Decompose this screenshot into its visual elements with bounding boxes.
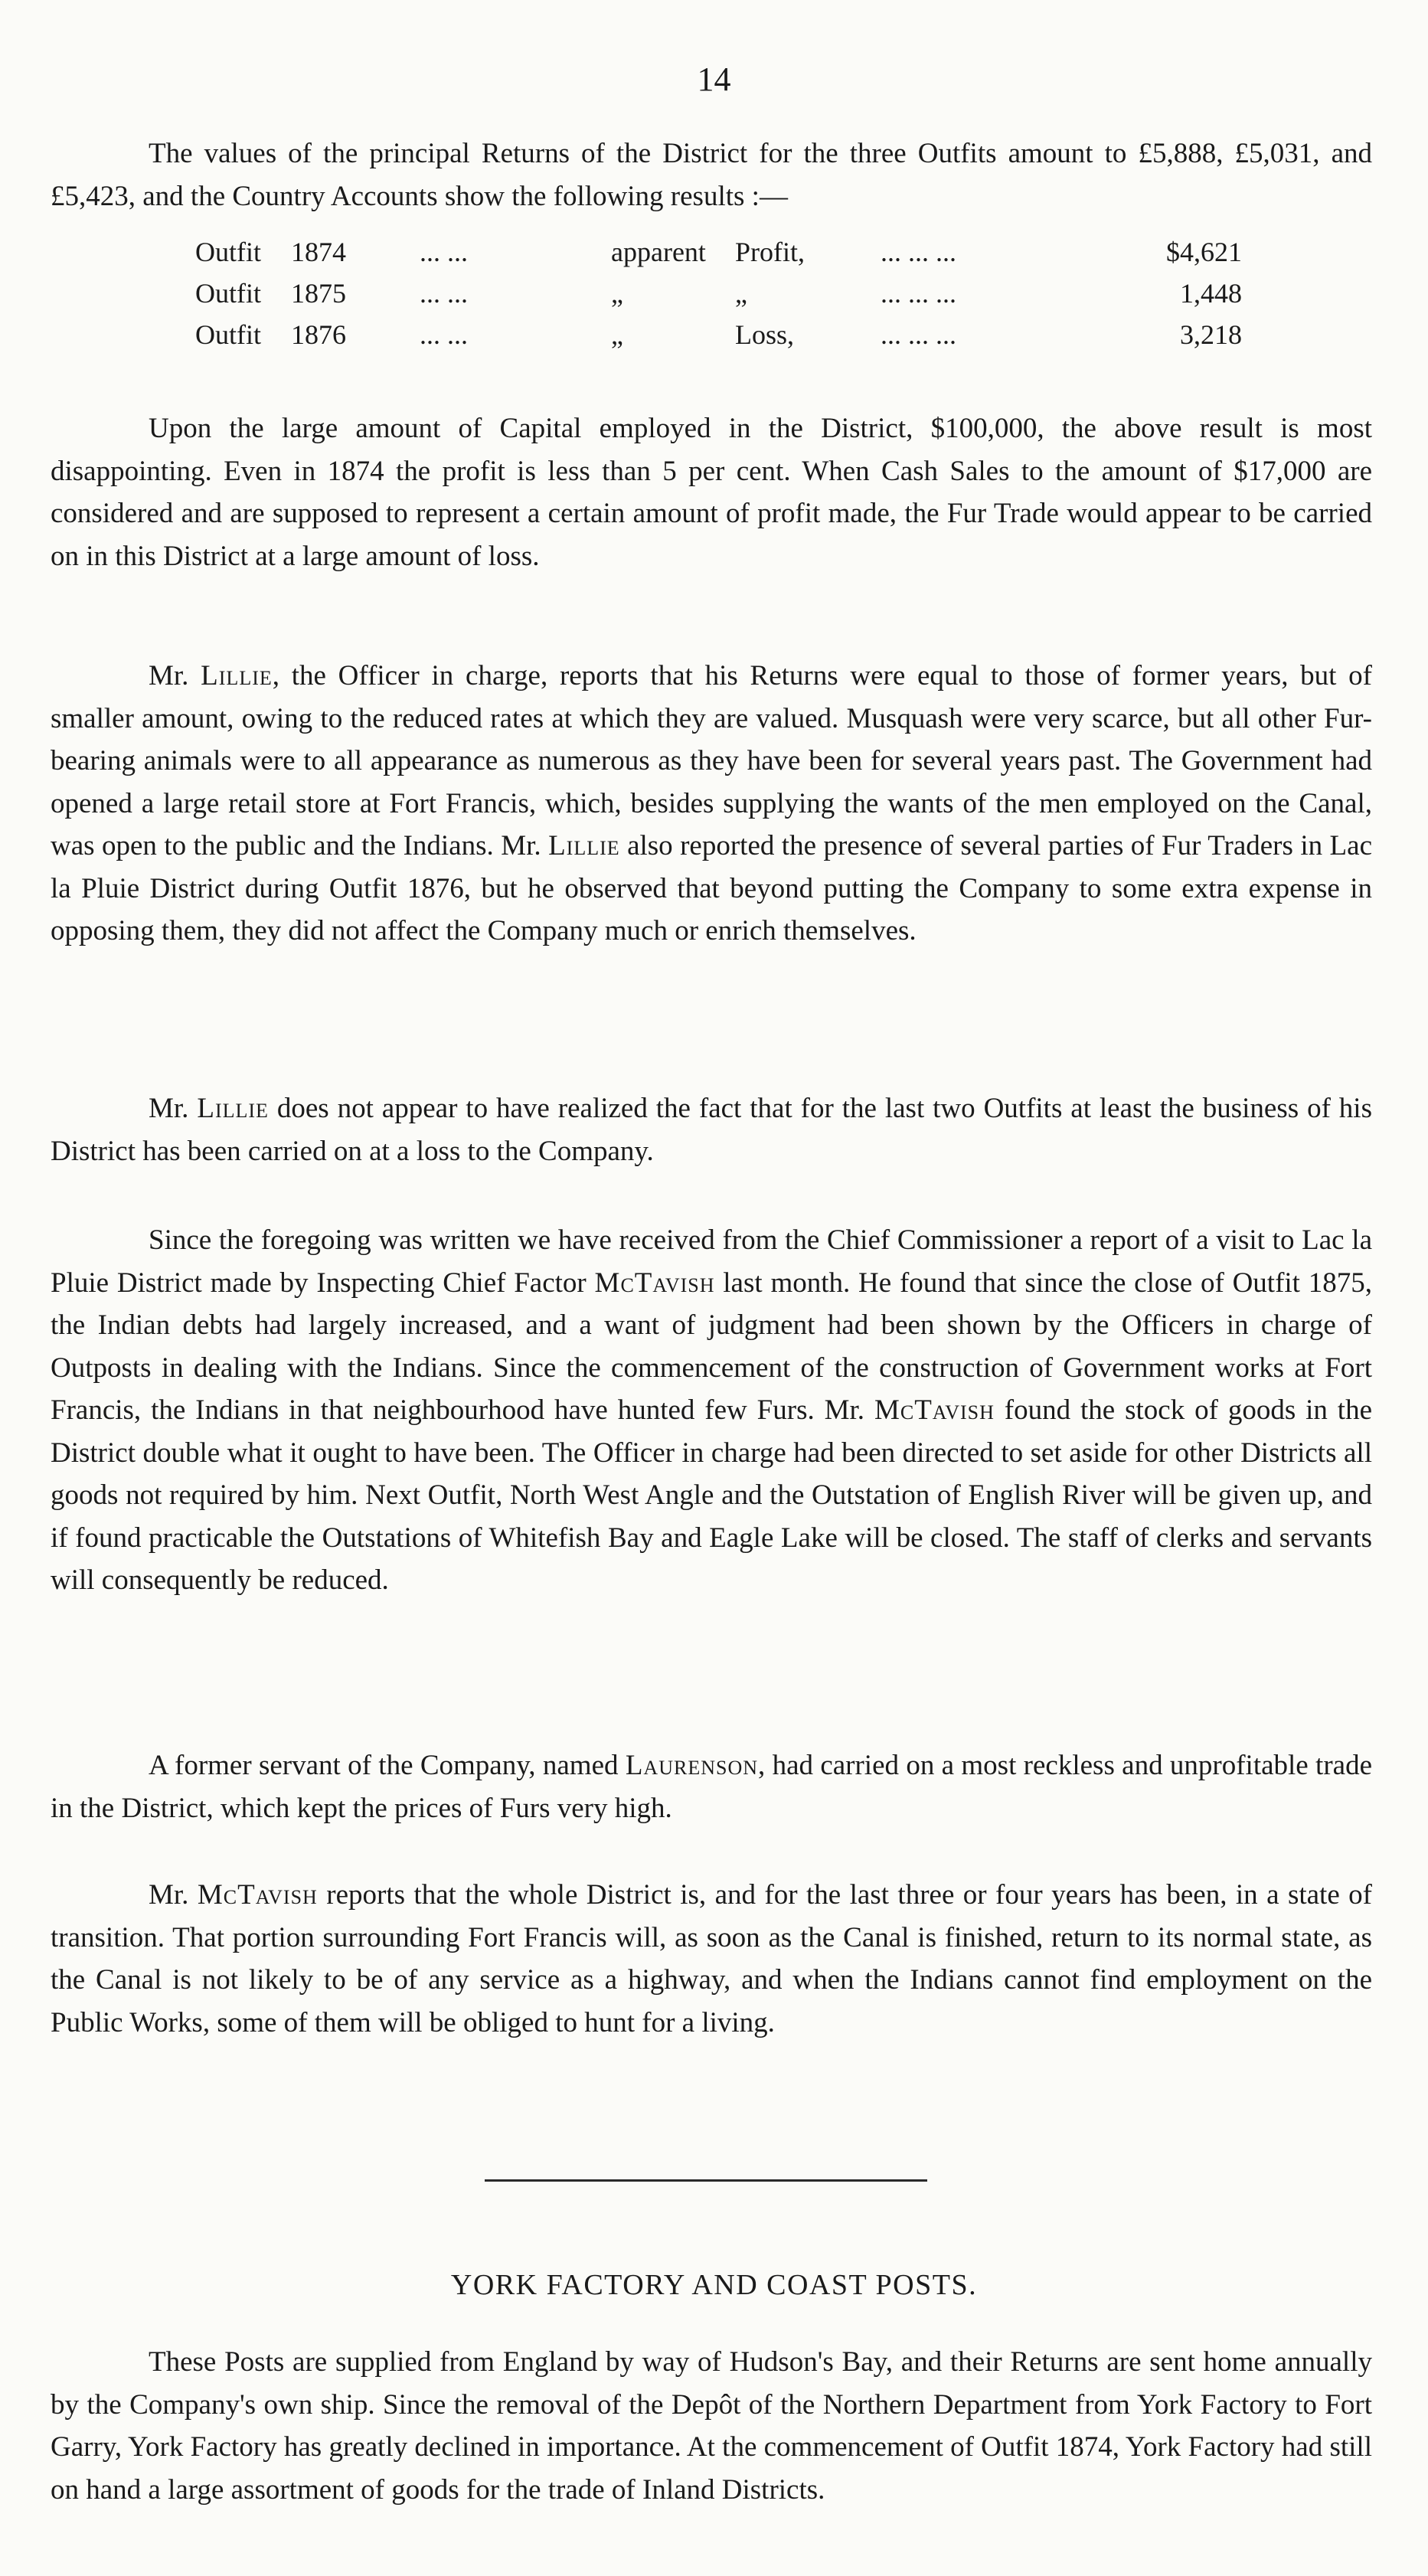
outfit-year: 1875 — [291, 278, 346, 309]
result-qualifier: apparent — [611, 237, 706, 267]
mctavish-visit-paragraph — [51, 1219, 1372, 1602]
text-run: Mr. — [149, 1093, 189, 1124]
person-name: McTavish — [197, 1879, 318, 1911]
table-row — [0, 319, 1428, 357]
person-name: Lillie — [548, 830, 620, 861]
text-run: reports that the whole District is, and for the last three or four years has been, in a state of transition. That portion surrounding Fort Francis will, as soon as the Canal is finished, return to its normal state, as the Canal is not likely to be of any service as a highway, and when the Indians cannot find employment on the Public Works, some of them will be obliged to hunt for a living. — [51, 1879, 1373, 2038]
table-row — [0, 277, 1428, 315]
text-run: last month. He found that since the close of Outfit 1875, the Indian debts had largely increased, and a want of judgment had been shown by the Officers in charge of Outposts in dealing with the Indians. Since the commencement of the construction of Government works at Fort Francis, the Indians in that neighbourhood have hunted few Furs. Mr. — [51, 1267, 1373, 1426]
laurenson-paragraph — [51, 1744, 1372, 1829]
text-run: , had carried on a most reckless and unprofitable trade in the District, which kept the prices of Furs very high. — [51, 1750, 1372, 1824]
outfit-year: 1876 — [291, 319, 346, 350]
person-name: Lillie — [201, 660, 273, 691]
intro-paragraph: The values of the principal Returns of the District for the three Outfits amount to £5,888, £5,031, and £5,423, and the Country Accounts show the following results :— — [51, 138, 1372, 212]
text-run: found the stock of goods in the District double what it ought to have been. The Officer in charge had been directed to set aside for other Districts all goods not required by him. Next Outfit, North West Angle and the Outstation of English River will be given up, and if found practicable the Outstations of Whitefish Bay and Eagle Lake will be closed. The staff of clerks and servants will consequently be reduced. — [51, 1394, 1373, 1596]
outfit-year: 1874 — [291, 237, 346, 267]
result-amount: 1,448 — [1180, 278, 1242, 309]
lillie-reports-paragraph — [51, 655, 1372, 953]
result-type: „ — [735, 278, 747, 309]
leader-dots: ... ... ... — [881, 237, 956, 267]
text-run: , the Officer in charge, reports that his Returns were equal to those of former years, but of smaller amount, owing to the reduced rates at which they are valued. Musquash were very scarce, but all other Fur-bearing animals were to all appearance as numerous as they have been for several years past. The Government had opened a large retail store at Fort Francis, which, besides supplying the wants of the men employed on the Canal, was open to the public and the Indians. Mr. — [51, 660, 1373, 861]
person-name: Lillie — [197, 1093, 269, 1124]
capital-paragraph: Upon the large amount of Capital employed in the District, $100,000, the above result is most disappointing. Even in 1874 the profit is less than 5 per cent. When Cash Sales to the amount of $17,000 are considered and are supposed to represent a certain amount of profit made, the Fur Trade would appear to be carried on in this District at a large amount of loss. — [51, 413, 1372, 572]
leader-dots: ... ... — [420, 237, 468, 267]
transition-paragraph — [51, 1874, 1372, 2044]
page-number: 14 — [697, 60, 731, 98]
result-qualifier: „ — [611, 319, 623, 350]
table-row — [0, 236, 1428, 274]
text-run: Since the foregoing was written we have received from the Chief Commissioner a report of a visit to Lac la Pluie District made by Inspecting Chief Factor — [51, 1224, 1372, 1299]
outfit-label: Outfit — [195, 237, 261, 267]
leader-dots: ... ... — [420, 278, 468, 309]
result-qualifier: „ — [611, 278, 623, 309]
text-run: A former servant of the Company, named — [149, 1750, 619, 1781]
text-run: Mr. — [149, 1879, 189, 1911]
leader-dots: ... ... ... — [881, 278, 956, 309]
person-name: McTavish — [594, 1267, 715, 1299]
text-run: also reported the presence of several parties of Fur Traders in Lac la Pluie District during Outfit 1876, but he observed that beyond putting the Company to some extra expense in opposing them, they did not affect the Company much or enrich themselves. — [51, 830, 1372, 946]
result-amount: $4,621 — [1166, 237, 1242, 267]
outfit-label: Outfit — [195, 319, 261, 350]
text-run: does not appear to have realized the fact that for the last two Outfits at least the business of his District has been carried on at a loss to the Company. — [51, 1093, 1372, 1167]
outfit-label: Outfit — [195, 278, 261, 309]
result-type: Loss, — [735, 319, 795, 350]
lillie-loss-paragraph — [51, 1087, 1372, 1172]
leader-dots: ... ... — [420, 319, 468, 350]
result-type: Profit, — [735, 237, 805, 267]
result-amount: 3,218 — [1180, 319, 1242, 350]
section-divider — [485, 2179, 927, 2182]
person-name: McTavish — [874, 1394, 995, 1426]
text-run: Mr. — [149, 660, 189, 691]
leader-dots: ... ... ... — [881, 319, 956, 350]
york-paragraph: These Posts are supplied from England by way of Hudson's Bay, and their Returns are sent home annually by the Company's own ship. Since the removal of the Depôt of the Northern Department from York Factory to Fort Garry, York Factory has greatly declined in importance. At the commencement of Outfit 1874, York Factory had still on hand a large assortment of goods for the trade of Inland Districts. — [51, 2346, 1372, 2506]
person-name: Laurenson — [625, 1750, 758, 1781]
section-heading: YORK FACTORY AND COAST POSTS. — [450, 2269, 978, 2301]
